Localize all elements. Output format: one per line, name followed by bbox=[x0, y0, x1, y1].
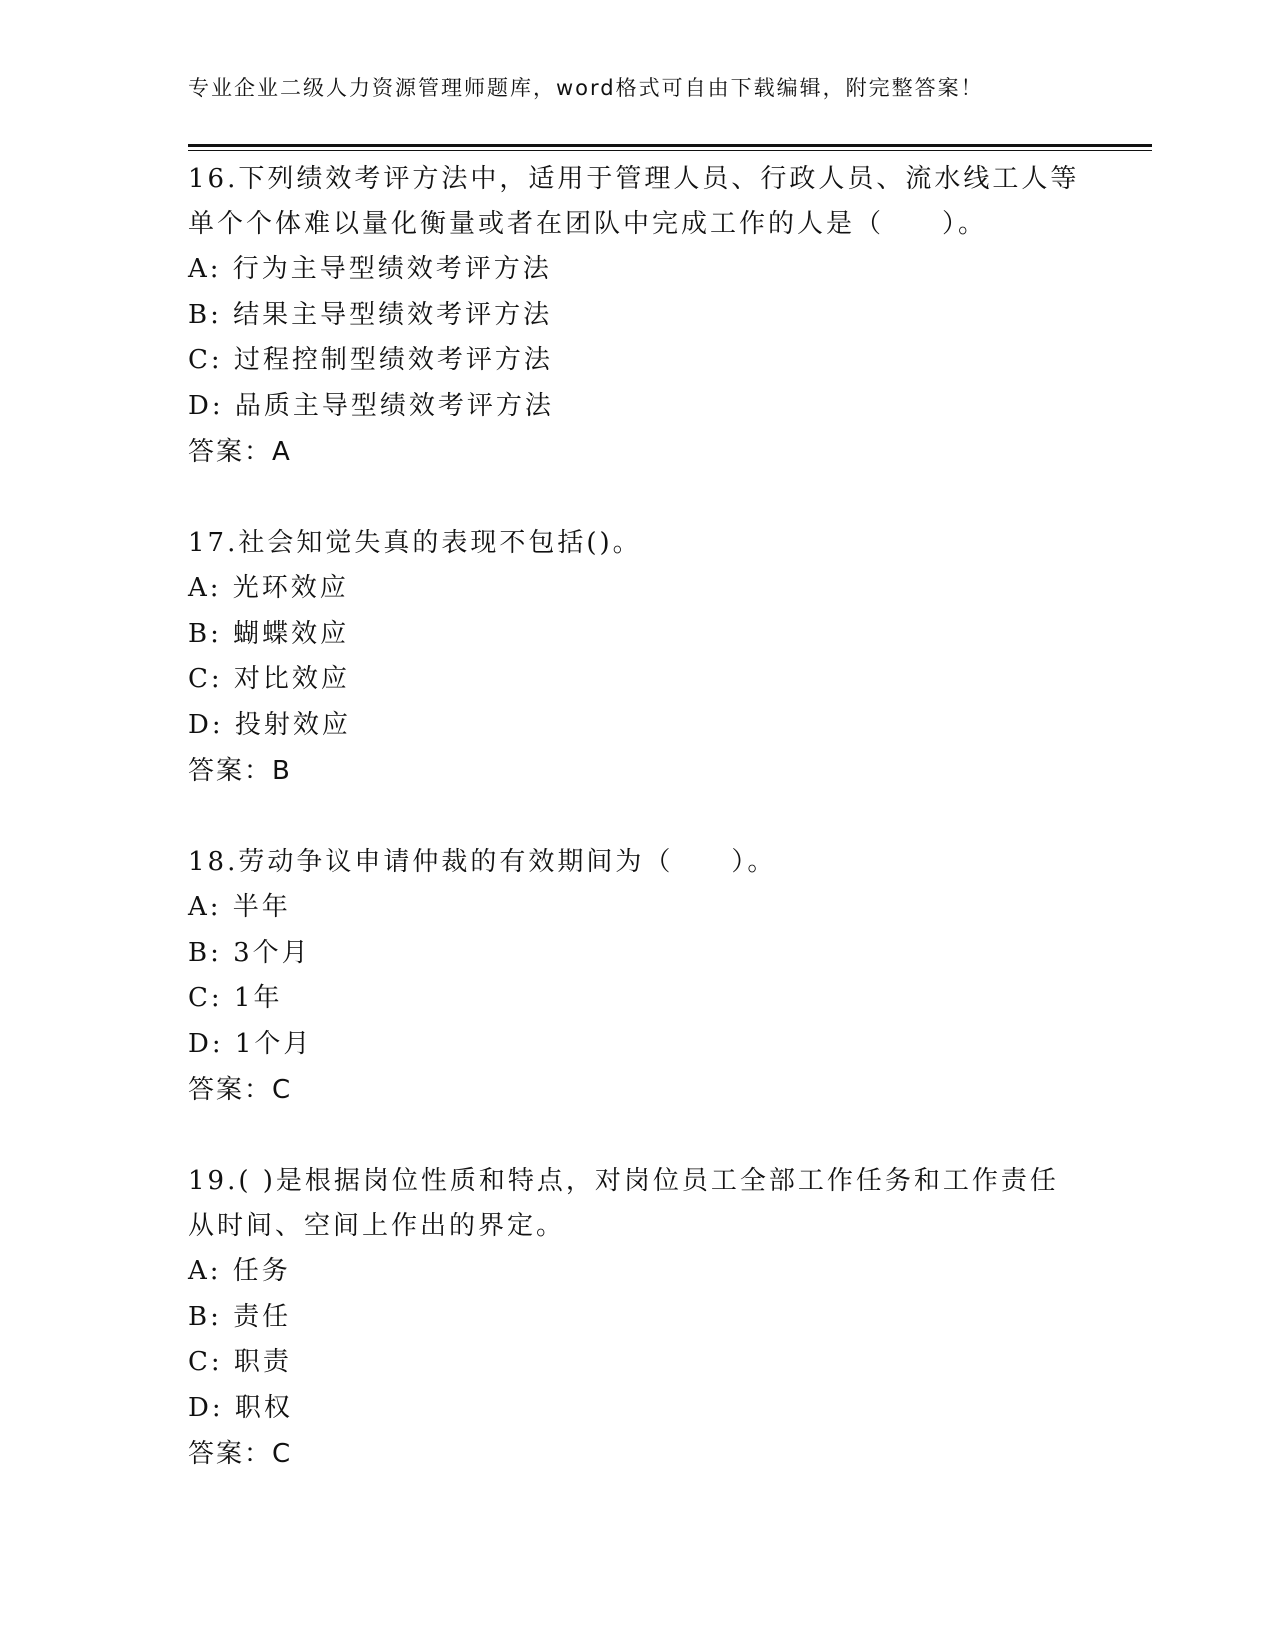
option-a: A: 行为主导型绩效考评方法 bbox=[188, 254, 552, 284]
option-a: A: 半年 bbox=[188, 892, 291, 922]
header-rule-thin bbox=[188, 150, 1152, 151]
question-spacer bbox=[188, 794, 1088, 840]
option-d: D: 1个月 bbox=[188, 1028, 313, 1059]
question-list bbox=[188, 157, 1088, 1477]
question-19 bbox=[188, 1159, 1088, 1477]
option-c: C: 职责 bbox=[188, 1347, 292, 1377]
option-a: A: 光环效应 bbox=[188, 573, 349, 603]
question-stem-line: 单个个体难以量化衡量或者在团队中完成工作的人是（ ）。 bbox=[188, 209, 988, 239]
option-c: C: 对比效应 bbox=[188, 664, 350, 694]
answer-line: 答案：A bbox=[188, 437, 292, 467]
option-b: B: 蝴蝶效应 bbox=[188, 618, 350, 649]
option-c: C: 过程控制型绩效考评方法 bbox=[188, 345, 553, 375]
option-a: A: 任务 bbox=[188, 1256, 291, 1286]
question-stem-line: 16.下列绩效考评方法中，适用于管理人员、行政人员、流水线工人等 bbox=[188, 164, 1080, 194]
question-17 bbox=[188, 521, 1088, 794]
option-d: D: 职权 bbox=[188, 1392, 293, 1423]
question-16 bbox=[188, 157, 1088, 475]
header-rule-thick bbox=[188, 144, 1152, 147]
question-stem-line: 19.( )是根据岗位性质和特点，对岗位员工全部工作任务和工作责任 bbox=[188, 1166, 1059, 1196]
question-stem-line: 18.劳动争议申请仲裁的有效期间为（ ）。 bbox=[188, 847, 777, 877]
option-d: D: 品质主导型绩效考评方法 bbox=[188, 390, 554, 421]
option-c: C: 1年 bbox=[188, 983, 283, 1013]
answer-line: 答案：C bbox=[188, 1075, 293, 1105]
question-spacer bbox=[188, 1113, 1088, 1159]
option-b: B: 3个月 bbox=[188, 937, 311, 968]
question-spacer bbox=[188, 475, 1088, 521]
answer-line: 答案：B bbox=[188, 756, 292, 786]
question-stem-line: 从时间、空间上作出的界定。 bbox=[188, 1211, 566, 1241]
page-header: 专业企业二级人力资源管理师题库，word格式可自由下载编辑，附完整答案！ bbox=[188, 76, 984, 100]
option-b: B: 结果主导型绩效考评方法 bbox=[188, 299, 553, 330]
question-stem-line: 17.社会知觉失真的表现不包括()。 bbox=[188, 528, 642, 558]
option-d: D: 投射效应 bbox=[188, 709, 351, 740]
answer-line: 答案：C bbox=[188, 1439, 293, 1469]
option-b: B: 责任 bbox=[188, 1301, 292, 1332]
question-18 bbox=[188, 840, 1088, 1113]
